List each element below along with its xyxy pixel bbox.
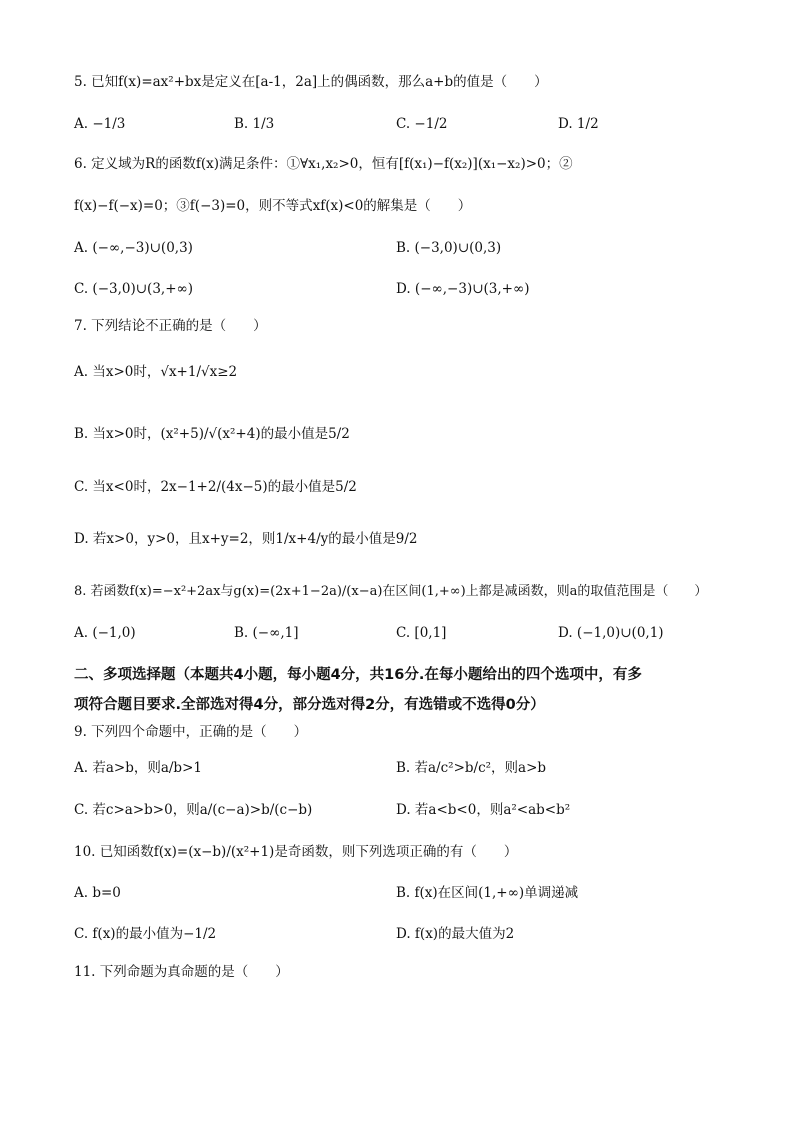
q5-option-c: C. −1/2 (396, 116, 448, 132)
question-8-stem: 8. 若函数f(x)=−x²+2ax与g(x)=(2x+1−2a)/(x−a)在区间(1,+∞)上都是减函数，则a的取值范围是（ ） (74, 584, 708, 599)
question-9-stem: 9. 下列四个命题中，正确的是（ ） (74, 724, 308, 740)
q9-option-c: C. 若c>a>b>0，则a/(c−a)>b/(c−b) (74, 802, 313, 818)
q7-option-a: A. 当x>0时，√x+1/√x≥2 (74, 364, 238, 380)
question-7-stem: 7. 下列结论不正确的是（ ） (74, 318, 267, 334)
question-11-stem: 11. 下列命题为真命题的是（ ） (74, 964, 289, 980)
q5-option-a: A. −1/3 (74, 116, 126, 132)
q8-option-c: C. [0,1] (396, 625, 447, 641)
q6-option-c: C. (−3,0)∪(3,+∞) (74, 281, 194, 297)
q8-option-a: A. (−1,0) (74, 625, 136, 641)
q6-option-d: D. (−∞,−3)∪(3,+∞) (396, 281, 530, 297)
q10-option-b: B. f(x)在区间(1,+∞)单调递减 (396, 885, 579, 901)
q9-option-b: B. 若a/c²>b/c²，则a>b (396, 760, 547, 776)
q5-option-b: B. 1/3 (234, 116, 275, 132)
question-10-stem: 10. 已知函数f(x)=(x−b)/(x²+1)是奇函数，则下列选项正确的有（ ） (74, 844, 518, 860)
q6-option-b: B. (−3,0)∪(0,3) (396, 240, 502, 256)
question-5-stem: 5. 已知f(x)=ax²+bx是定义在[a-1，2a]上的偶函数，那么a+b的值是（ ） (74, 74, 548, 90)
q7-option-d: D. 若x>0，y>0，且x+y=2，则1/x+4/y的最小值是9/2 (74, 531, 418, 547)
q5-option-d: D. 1/2 (558, 116, 599, 132)
q10-option-c: C. f(x)的最小值为−1/2 (74, 926, 217, 942)
section-2-heading-line2: 项符合题目要求.全部选对得4分，部分选对得2分，有选错或不选得0分） (74, 697, 545, 713)
q8-option-d: D. (−1,0)∪(0,1) (558, 625, 664, 641)
question-6-stem-line1: 6. 定义域为R的函数f(x)满足条件：①∀x₁,x₂>0，恒有[f(x₁)−f(x₂)](x₁−x₂)>0；② (74, 156, 573, 172)
q6-option-a: A. (−∞,−3)∪(0,3) (74, 240, 193, 256)
q9-option-d: D. 若a<b<0，则a²<ab<b² (396, 802, 571, 818)
q7-option-c: C. 当x<0时，2x−1+2/(4x−5)的最小值是5/2 (74, 479, 357, 495)
q8-option-b: B. (−∞,1] (234, 625, 299, 641)
q10-option-a: A. b=0 (74, 885, 121, 901)
q9-option-a: A. 若a>b，则a/b>1 (74, 760, 202, 776)
q10-option-d: D. f(x)的最大值为2 (396, 926, 515, 942)
section-2-heading-line1: 二、多项选择题（本题共4小题，每小题4分，共16分.在每小题给出的四个选项中，有多 (74, 667, 642, 683)
question-6-stem-line2: f(x)−f(−x)=0；③f(−3)=0，则不等式xf(x)<0的解集是（ ） (74, 198, 472, 214)
q7-option-b: B. 当x>0时，(x²+5)/√(x²+4)的最小值是5/2 (74, 426, 350, 442)
